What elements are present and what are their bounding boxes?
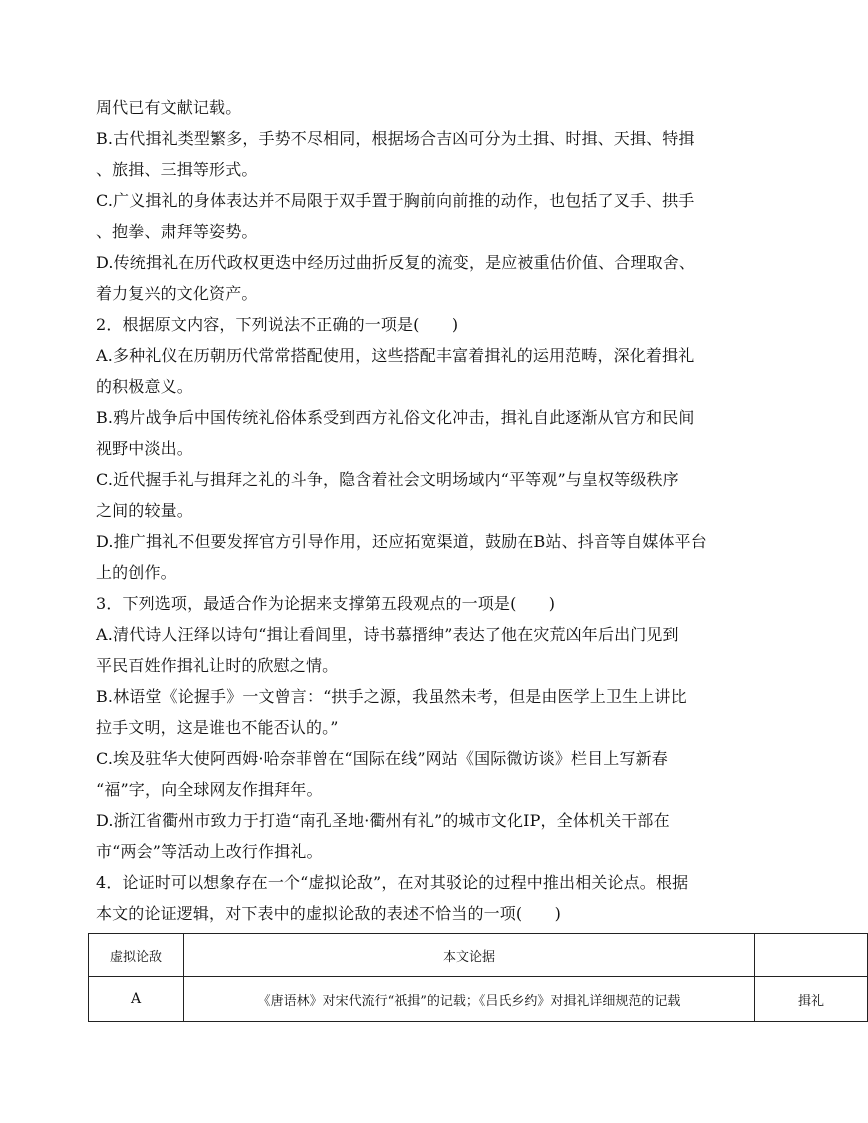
text-line: C.广义揖礼的身体表达并不局限于双手置于胸前向前推的动作，也包括了叉手、拱手 bbox=[96, 191, 695, 210]
text-line: 平民百姓作揖礼让时的欣慰之情。 bbox=[96, 656, 339, 675]
question-3-stem: 3．下列选项，最适合作为论据来支撑第五段观点的一项是( ) bbox=[96, 594, 556, 613]
text-line: B.林语堂《论握手》一文曾言：“拱手之源，我虽然未考，但是由医学上卫生上讲比 bbox=[96, 687, 687, 706]
question-4-stem: 4．论证时可以想象存在一个“虚拟论敌”，在对其驳论的过程中推出相关论点。根据 bbox=[96, 873, 689, 892]
question-2-stem: 2．根据原文内容，下列说法不正确的一项是( ) bbox=[96, 315, 459, 334]
text-line: 上的创作。 bbox=[96, 563, 177, 582]
text-line: A.清代诗人汪绎以诗句“揖让看闾里，诗书慕搢绅”表达了他在灾荒凶年后出门见到 bbox=[96, 625, 679, 644]
text-line: 本文的论证逻辑，对下表中的虚拟论敌的表述不恰当的一项( ) bbox=[96, 904, 561, 923]
text-line: 周代已有文献记载。 bbox=[96, 98, 242, 117]
text-line: B.鸦片战争后中国传统礼俗体系受到西方礼俗文化冲击，揖礼自此逐渐从官方和民间 bbox=[96, 408, 695, 427]
text-line: 之间的较量。 bbox=[96, 501, 193, 520]
text-line: D.推广揖礼不但要发挥官方引导作用，还应拓宽渠道，鼓励在B站、抖音等自媒体平台 bbox=[96, 532, 707, 551]
text-line: 、抱拳、肃拜等姿势。 bbox=[96, 222, 258, 241]
table-cell: A bbox=[89, 977, 184, 1022]
table-header-cell bbox=[755, 934, 868, 977]
text-line: 的积极意义。 bbox=[96, 377, 193, 396]
text-line: C.埃及驻华大使阿西姆·哈奈菲曾在“国际在线”网站《国际微访谈》栏目上写新春 bbox=[96, 749, 668, 768]
text-line: B.古代揖礼类型繁多，手势不尽相同，根据场合吉凶可分为土揖、时揖、天揖、特揖 bbox=[96, 129, 695, 148]
table-cell: 《唐语林》对宋代流行“祇揖”的记载；《吕氏乡约》对揖礼详细规范的记载 bbox=[184, 977, 755, 1022]
table-header-row bbox=[89, 934, 868, 977]
text-line: 视野中淡出。 bbox=[96, 439, 193, 458]
text-line: 着力复兴的文化资产。 bbox=[96, 284, 258, 303]
text-line: “福”字，向全球网友作揖拜年。 bbox=[96, 780, 323, 799]
text-line: 拉手文明，这是谁也不能否认的。” bbox=[96, 718, 339, 737]
text-line: D.传统揖礼在历代政权更迭中经历过曲折反复的流变，是应被重估价值、合理取舍、 bbox=[96, 253, 696, 272]
table-header-cell: 本文论据 bbox=[184, 934, 755, 977]
text-line: 市“两会”等活动上改行作揖礼。 bbox=[96, 842, 323, 861]
argument-table bbox=[88, 933, 868, 1022]
table-row bbox=[89, 977, 868, 1022]
text-line: A.多种礼仪在历朝历代常常搭配使用，这些搭配丰富着揖礼的运用范畴，深化着揖礼 bbox=[96, 346, 695, 365]
text-line: C.近代握手礼与揖拜之礼的斗争，隐含着社会文明场域内“平等观”与皇权等级秩序 bbox=[96, 470, 679, 489]
text-body bbox=[96, 92, 706, 929]
text-line: 、旅揖、三揖等形式。 bbox=[96, 160, 258, 179]
table-cell: 揖礼 bbox=[755, 977, 868, 1022]
table-header-cell: 虚拟论敌 bbox=[89, 934, 184, 977]
text-line: D.浙江省衢州市致力于打造“南孔圣地·衢州有礼”的城市文化IP，全体机关干部在 bbox=[96, 811, 670, 830]
